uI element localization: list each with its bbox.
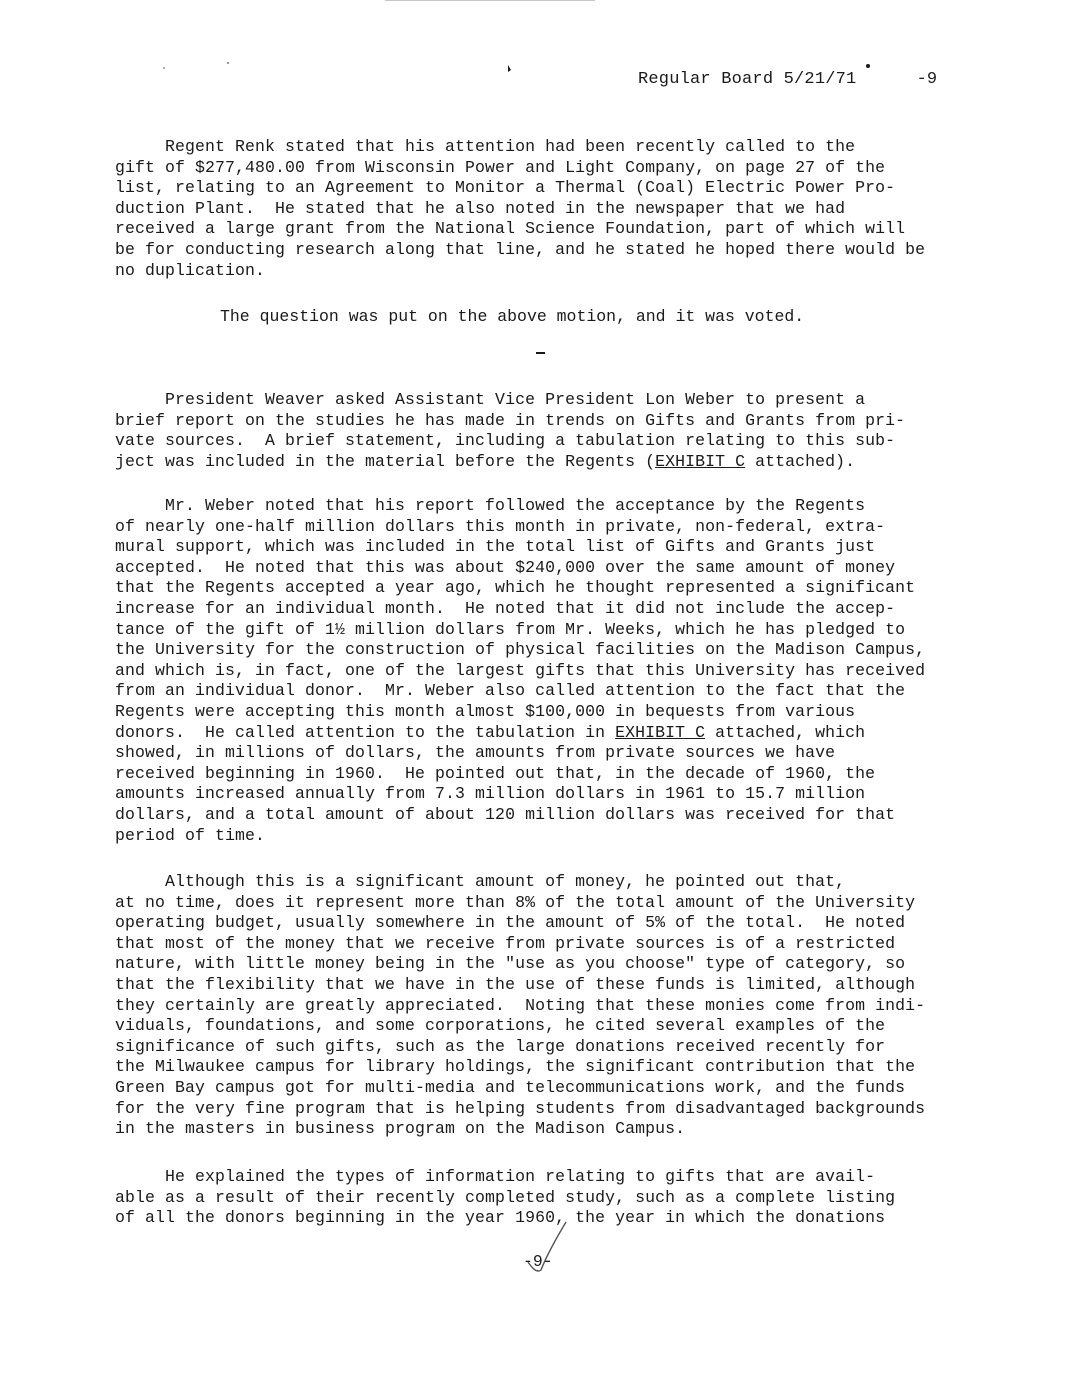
text-line: Regent Renk stated that his attention had been recently called to the: [115, 137, 856, 156]
text-line: period of time.: [115, 825, 266, 845]
speck-4: [163, 67, 165, 69]
text-line: Green Bay campus got for multi-media and telecommunications work, and the funds: [115, 1077, 906, 1097]
speck-1: [508, 65, 511, 72]
text-line: of all the donors beginning in the year 1960, the year in which the donations: [115, 1208, 886, 1228]
exhibit-c-reference: EXHIBIT C: [615, 722, 706, 742]
page-footer-number: -9-: [523, 1252, 553, 1271]
text-line-exhibit: [115, 452, 975, 473]
text-line: Regents were accepting this month almost $100,000 in bequests from various: [115, 701, 856, 721]
text-line: the Milwaukee campus for library holdings, the significant contribution that the: [115, 1057, 916, 1077]
text-line: viduals, foundations, and some corporations, he cited several examples of the: [115, 1016, 886, 1036]
text-line: and which is, in fact, one of the largest gifts that this University has received: [115, 660, 926, 680]
paragraph-vote: The question was put on the above motion, and it was voted.: [220, 307, 805, 326]
text-line: be for conducting research along that line, and he stated he hoped there would be: [115, 239, 926, 259]
text-line: increase for an individual month. He noted that it did not include the accep-: [115, 598, 896, 618]
header-title: Regular Board 5/21/71: [638, 70, 857, 89]
text-line: that the flexibility that we have in the use of these funds is limited, although: [115, 974, 916, 994]
text-line: operating budget, usually somewhere in the amount of 5% of the total. He noted: [115, 913, 906, 933]
text-line-exhibit: [115, 723, 975, 744]
text-line: duction Plant. He stated that he also noted in the newspaper that we had: [115, 198, 846, 218]
text-line: Mr. Weber noted that his report followed the acceptance by the Regents: [115, 496, 866, 515]
text-segment: ject was included in the material before the Regents (: [115, 451, 656, 471]
paragraph-renk: [115, 137, 975, 281]
text-line: for the very fine program that is helping students from disadvantaged backgrounds: [115, 1098, 926, 1118]
text-line: nature, with little money being in the "use as you choose" type of category, so: [115, 954, 906, 974]
text-line: in the masters in business program on the Madison Campus.: [115, 1119, 686, 1139]
text-line: President Weaver asked Assistant Vice President Lon Weber to present a: [115, 390, 866, 409]
header-page-number: -9: [916, 70, 938, 89]
exhibit-c-reference: EXHIBIT C: [655, 451, 746, 471]
paragraph-significance: [115, 872, 975, 1140]
text-segment: attached).: [745, 451, 856, 471]
text-line: gift of $277,480.00 from Wisconsin Power and Light Company, on page 27 of the: [115, 157, 886, 177]
section-separator: [536, 352, 545, 354]
text-line: received a large grant from the National Science Foundation, part of which will: [115, 219, 906, 239]
text-line: Although this is a significant amount of money, he pointed out that,: [115, 872, 846, 891]
text-line: at no time, does it represent more than 8% of the total amount of the University: [115, 892, 916, 912]
speck-3: [227, 62, 229, 64]
text-segment: attached, which: [705, 722, 866, 742]
text-line: list, relating to an Agreement to Monitor a Thermal (Coal) Electric Power Pro-: [115, 178, 896, 198]
scan-top-edge: [385, 0, 595, 1]
text-line: the University for the construction of physical facilities on the Madison Campus,: [115, 640, 926, 660]
text-line: He explained the types of information relating to gifts that are avail-: [115, 1167, 876, 1186]
text-line: of nearly one-half million dollars this month in private, non-federal, extra-: [115, 516, 886, 536]
text-line: that the Regents accepted a year ago, which he thought represented a significant: [115, 578, 916, 598]
paragraph-weaver: [115, 390, 975, 472]
text-line: significance of such gifts, such as the large donations received recently for: [115, 1036, 886, 1056]
speck-2: [866, 64, 870, 68]
text-line: no duplication.: [115, 260, 266, 280]
text-line: brief report on the studies he has made in trends on Gifts and Grants from pri-: [115, 410, 906, 430]
text-line: from an individual donor. Mr. Weber also called attention to the fact that the: [115, 681, 906, 701]
text-line: showed, in millions of dollars, the amounts from private sources we have: [115, 743, 836, 763]
text-segment: donors. He called attention to the tabulation in: [115, 722, 616, 742]
text-line: mural support, which was included in the total list of Gifts and Grants just: [115, 537, 876, 557]
page-header: [638, 70, 937, 89]
text-line: amounts increased annually from 7.3 million dollars in 1961 to 15.7 million: [115, 784, 866, 804]
text-line: vate sources. A brief statement, including a tabulation relating to this sub-: [115, 431, 896, 451]
text-line: received beginning in 1960. He pointed out that, in the decade of 1960, the: [115, 763, 876, 783]
text-line: accepted. He noted that this was about $240,000 over the same amount of money: [115, 557, 896, 577]
text-line: able as a result of their recently completed study, such as a complete listing: [115, 1187, 896, 1207]
text-line: dollars, and a total amount of about 120 million dollars was received for that: [115, 804, 896, 824]
text-line: that most of the money that we receive from private sources is of a restricted: [115, 933, 896, 953]
text-line: they certainly are greatly appreciated. Noting that these monies come from indi-: [115, 995, 926, 1015]
paragraph-weber-report: [115, 496, 975, 846]
paragraph-information-types: [115, 1167, 975, 1229]
text-line: tance of the gift of 1½ million dollars from Mr. Weeks, which he has pledged to: [115, 619, 906, 639]
